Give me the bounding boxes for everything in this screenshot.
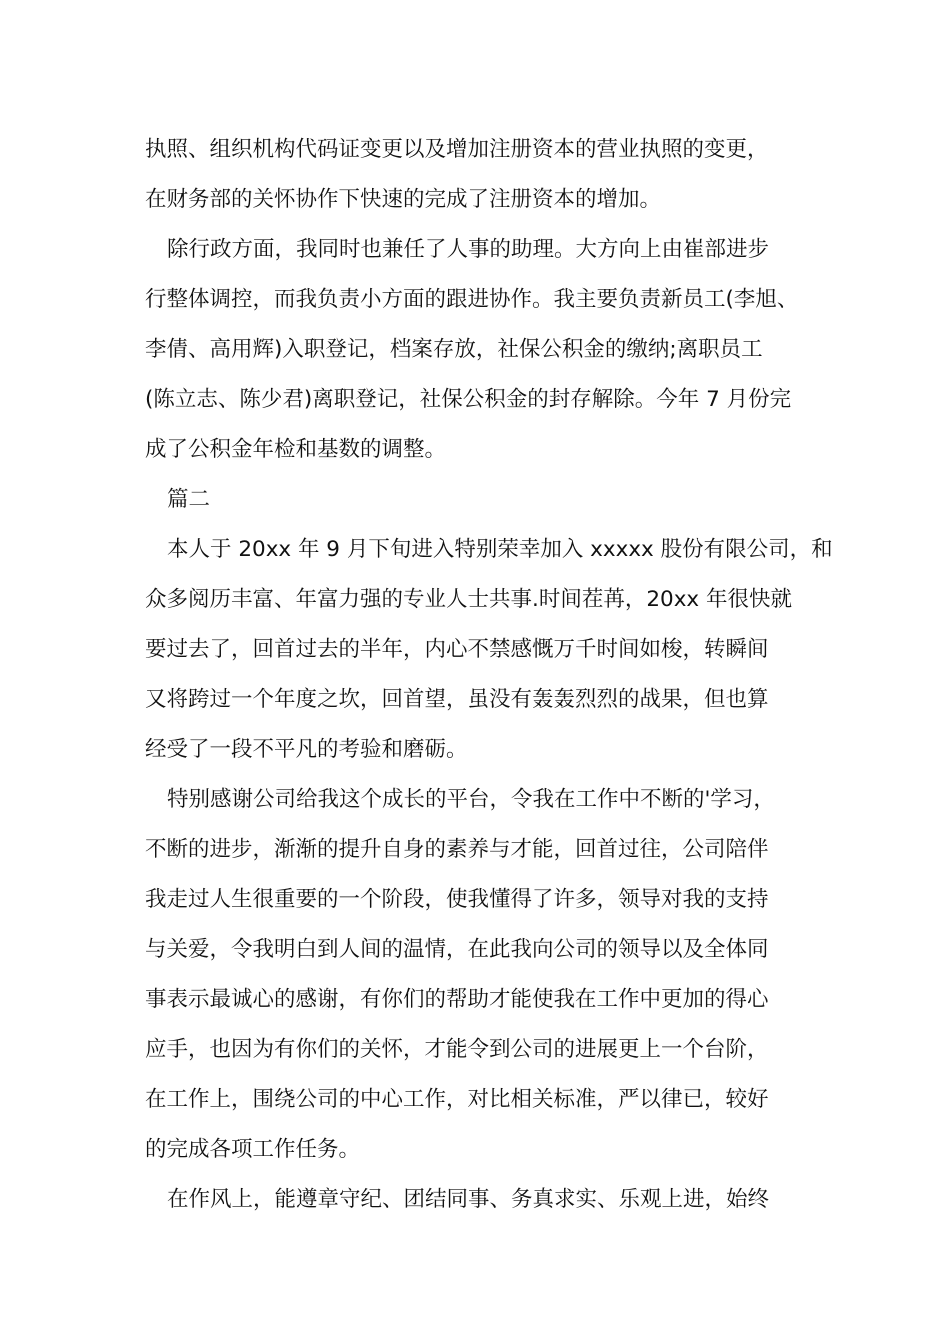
text-line: 事表示最诚心的感谢，有你们的帮助才能使我在工作中更加的得心 — [145, 987, 769, 1012]
text-line: 众多阅历丰富、年富力强的专业人士共事.时间茬苒，20xx 年很快就 — [145, 587, 792, 612]
text-line: 的完成各项工作任务。 — [145, 1137, 361, 1162]
text-line: 成了公积金年检和基数的调整。 — [145, 437, 447, 462]
text-line: 不断的进步，渐渐的提升自身的素养与才能，回首过往，公司陪伴 — [145, 837, 769, 862]
text-line: 执照、组织机构代码证变更以及增加注册资本的营业执照的变更， — [145, 137, 769, 162]
paragraph-start-line: 本人于 20xx 年 9 月下旬进入特别荣幸加入 xxxxx 股份有限公司，和 — [167, 537, 833, 562]
text-line: 又将跨过一个年度之坎，回首望，虽没有轰轰烈烈的战果，但也算 — [145, 687, 769, 712]
text-line: 行整体调控，而我负责小方面的跟进协作。我主要负责新员工(李旭、 — [145, 287, 799, 312]
paragraph-start-line: 在作风上，能遵章守纪、团结同事、务真求实、乐观上进，始终 — [167, 1187, 770, 1212]
text-line: 经受了一段不平凡的考验和磨砺。 — [145, 737, 468, 762]
text-line: 与关爱，令我明白到人间的温情，在此我向公司的领导以及全体同 — [145, 937, 769, 962]
text-line: 在工作上，围绕公司的中心工作，对比相关标准，严以律已，较好 — [145, 1087, 769, 1112]
text-line: 我走过人生很重要的一个阶段，使我懂得了许多，领导对我的支持 — [145, 887, 769, 912]
text-line: 李倩、高用辉)入职登记，档案存放，社保公积金的缴纳;离职员工 — [145, 337, 763, 362]
paragraph-start-line: 除行政方面，我同时也兼任了人事的助理。大方向上由崔部进步 — [167, 237, 770, 262]
text-line: 应手，也因为有你们的关怀，才能令到公司的进展更上一个台阶， — [145, 1037, 769, 1062]
section-heading: 篇二 — [167, 487, 211, 512]
text-line: (陈立志、陈少君)离职登记，社保公积金的封存解除。今年 7 月份完 — [145, 387, 792, 412]
text-line: 要过去了，回首过去的半年，内心不禁感慨万千时间如梭，转瞬间 — [145, 637, 769, 662]
paragraph-start-line: 特别感谢公司给我这个成长的平台，令我在工作中不断的'学习， — [167, 787, 775, 812]
text-line: 在财务部的关怀协作下快速的完成了注册资本的增加。 — [145, 187, 662, 212]
